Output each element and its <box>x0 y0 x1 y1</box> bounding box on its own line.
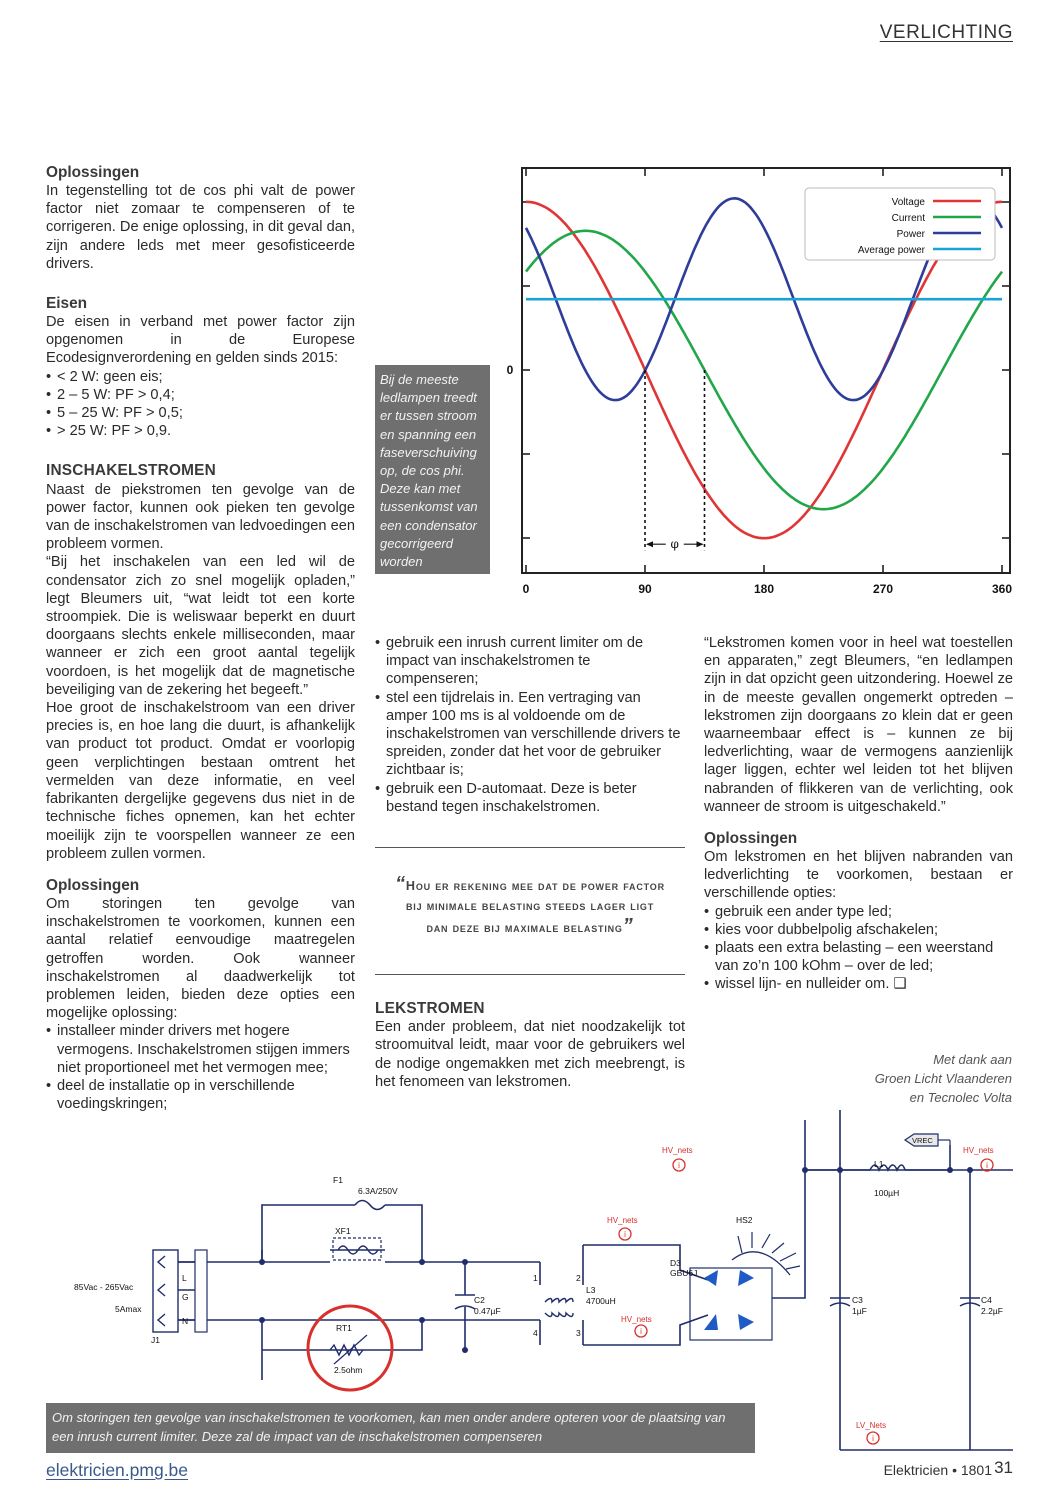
x-tick-label: 360 <box>991 582 1013 596</box>
legend-label: Current <box>891 213 925 224</box>
heading-oplossingen-3: Oplossingen <box>704 830 798 848</box>
label-f1: F1 <box>333 1175 343 1185</box>
svg-text:i: i <box>678 1161 680 1170</box>
paragraph: “Bij het inschakelen van een led wil de condensator zich zo snel mogelijk opladen,” legt Bleumers uit, “wat leidt tot een korte stroompiek. Die is weliswaar beperkt en duurt doorgaans slechts enkele milliseconden, maar wanneer er zich een groot aantal tegelijk voordoen, is het mogelijk dat de magnetische beveiliging van de zekering het begeeft.” <box>46 554 355 698</box>
x-tick-label: 270 <box>872 582 894 596</box>
page-number: 31 <box>994 1458 1013 1477</box>
label-hs2: HS2 <box>736 1215 753 1225</box>
footer-magazine: Elektricien • 1801 <box>883 1462 992 1478</box>
paragraph: In tegenstelling tot de cos phi valt de power factor niet zomaar te compenseren of te corrigeren. De enige oplossing, in dit geval dan, zijn andere leds met meer gesofisticeerde drivers. <box>46 183 355 272</box>
thanks-line: Met dank aan <box>933 1052 1012 1067</box>
inrush-solutions-list <box>375 634 685 816</box>
heading-lekstromen: LEKSTROMEN <box>375 1000 485 1017</box>
label-c4: C4 <box>981 1295 992 1305</box>
quote-close-mark: ” <box>622 915 634 937</box>
label-supply: 85Vac - 265Vac <box>74 1282 134 1292</box>
heading-oplossingen-2: Oplossingen <box>46 876 140 894</box>
label-c3-value: 1µF <box>852 1306 867 1316</box>
label-pin4: 4 <box>533 1328 538 1338</box>
list-item: • kies voor dubbelpolig afschakelen; <box>704 921 1013 939</box>
heading-oplossingen: Oplossingen <box>46 164 140 181</box>
label-d3-part: GBU6J <box>670 1268 698 1278</box>
label-xf1: XF1 <box>335 1226 351 1236</box>
label-c3: C3 <box>852 1295 863 1305</box>
label-hv-nets: HV_nets <box>607 1216 638 1225</box>
oplossingen-list <box>46 1022 355 1113</box>
list-item: • deel de installatie op in verschillende voedingskringen; <box>46 1077 355 1113</box>
list-item: • 5 – 25 W: PF > 0,5; <box>46 404 355 422</box>
label-vrec: VREC <box>912 1136 933 1145</box>
label-hv-nets: HV_nets <box>662 1146 693 1155</box>
paragraph: Om lekstromen en het blijven nabranden van ledverlichting te voorkomen, bestaan er verschillende opties: <box>704 849 1013 902</box>
pull-quote <box>375 847 685 975</box>
svg-text:i: i <box>872 1434 874 1443</box>
label-pin-n: N <box>182 1316 189 1326</box>
quote-text: Hou er rekening mee dat de power factor bij minimale belasting steeds lager ligt dan deze bij maximale belasting <box>405 879 665 935</box>
paragraph: Hoe groot de inschakelstroom van een driver precies is, en hoe lang die duurt, is afhankelijk van product tot product. Omdat er voorlopig geen verplichtingen bestaan omtrent het vermelden van deze informatie, en veel fabrikanten dergelijke gegevens dus niet in de technische fiches opnemen, kan het echter moeilijk zijn te voorspellen wanneer ze een probleem zullen vormen. <box>46 700 355 862</box>
label-l3-value: 4700uH <box>586 1296 616 1306</box>
label-lv-nets: LV_Nets <box>856 1421 887 1430</box>
list-item: • gebruik een ander type led; <box>704 903 1013 921</box>
column-2-bottom <box>375 1000 685 1091</box>
list-item: • plaats een extra belasting – een weerstand van zo’n 100 kOhm – over de led; <box>704 939 1013 975</box>
list-item: • < 2 W: geen eis; <box>46 368 355 386</box>
label-hv-nets: HV_nets <box>621 1315 652 1324</box>
quote-open-mark: “ <box>395 873 406 895</box>
label-l1-value: 100µH <box>874 1188 900 1198</box>
section-tag: VERLICHTING <box>879 22 1013 43</box>
column-2 <box>375 634 685 816</box>
paragraph: Een ander probleem, dat niet noodzakelijk tot stroomuitval leidt, maar voor de gebruikers wel de nodige ongemakken met zich meebrengt, is het fenomeen van lekstromen. <box>375 1019 685 1090</box>
heading-eisen: Eisen <box>46 295 88 313</box>
label-pin2: 2 <box>576 1273 581 1283</box>
label-rt1-value: 2.5ohm <box>334 1365 363 1375</box>
x-tick-label: 180 <box>753 582 775 596</box>
heading-inschakelstromen: INSCHAKELSTROMEN <box>46 462 216 480</box>
x-tick-label: 0 <box>522 582 530 596</box>
label-current: 5Amax <box>115 1304 142 1314</box>
label-pin-l: L <box>182 1273 187 1283</box>
schematic-caption: Om storingen ten gevolge van inschakelstromen te voorkomen, kan men onder andere opteren voor de plaatsing van een inrush current limiter. Deze zal de impact van de inschakelstromen compenseren <box>46 1403 755 1453</box>
thanks-line: Groen Licht Vlaanderen <box>874 1071 1012 1086</box>
column-3 <box>704 634 1013 994</box>
legend-label: Power <box>896 229 925 240</box>
paragraph: De eisen in verband met power factor zijn opgenomen in de Europese Ecodesignverordening en gelden sinds 2015: <box>46 314 355 367</box>
label-rt1: RT1 <box>336 1323 352 1333</box>
paragraph: Om storingen ten gevolge van inschakelstromen te voorkomen, kunnen een aantal relatief eenvoudige maatregelen getroffen worden. Ook wanneer inschakelstromen al daadwerkelijk tot problemen leiden, bieden deze opties een mogelijke oplossing: <box>46 895 355 1022</box>
label-pin-g: G <box>182 1292 189 1302</box>
list-item: • gebruik een D-automaat. Deze is beter bestand tegen inschakelstromen. <box>375 780 685 816</box>
column-1 <box>46 164 355 1113</box>
list-item: • stel een tijdrelais in. Een vertraging van amper 100 ms is al voldoende om de inschakelstromen van verschillende drivers te spreiden, zonder dat het voor de gebruiker zichtbaar is; <box>375 689 685 780</box>
chart-caption: Bij de meeste ledlampen treedt er tussen stroom en spanning een faseverschuiving op, de cos phi. Deze kan met tussenkomst van een condensator gecorrigeerd worden <box>375 365 490 574</box>
list-item: • installeer minder drivers met hogere vermogens. Inschakelstromen stijgen immers niet proportioneel met het vermogen mee; <box>46 1022 355 1077</box>
svg-text:i: i <box>640 1327 642 1336</box>
list-item: • wissel lijn- en nulleider om. ❑ <box>704 975 1013 993</box>
paragraph: Naast de piekstromen ten gevolge van de power factor, kunnen ook pieken ten gevolge van de inschakelstromen van ledvoedingen een probleem vormen. <box>46 481 355 553</box>
label-c4-value: 2.2µF <box>981 1306 1003 1316</box>
label-l1: L1 <box>874 1159 884 1169</box>
label-l3: L3 <box>586 1285 596 1295</box>
phase-shift-chart <box>500 160 1020 600</box>
label-c2-value: 0.47µF <box>474 1306 501 1316</box>
y-tick-label: 0 <box>506 363 514 377</box>
svg-text:i: i <box>986 1161 988 1170</box>
footer-url[interactable]: elektricien.pmg.be <box>46 1460 189 1480</box>
list-item: • gebruik een inrush current limiter om de impact van inschakelstromen te compenseren; <box>375 634 685 689</box>
label-d3: D3 <box>670 1258 681 1268</box>
paragraph: “Lekstromen komen voor in heel wat toestellen en apparaten,” zegt Bleumers, “en ledlampen zijn in dat opzicht geen uitzondering. Hoewel ze in de meeste gevallen ongemerkt optreden – lekstromen zijn doorgaans zo klein dat er geen waarneembaar effect is – kunnen ze bij ledverlichting, waar de vermogens aanzienlijk lager liggen, echter wel leiden tot het blijven nabranden of flikkeren van de verlichting, ook wanneer de stroom is uitgeschakeld.” <box>704 635 1013 815</box>
label-j1: J1 <box>151 1335 160 1345</box>
label-c2: C2 <box>474 1295 485 1305</box>
list-item: • > 25 W: PF > 0,9. <box>46 422 355 440</box>
phase-label: φ <box>670 537 679 552</box>
svg-text:i: i <box>624 1230 626 1239</box>
label-pin1: 1 <box>533 1273 538 1283</box>
legend-label: Voltage <box>891 197 925 208</box>
label-f1-rating: 6.3A/250V <box>358 1186 398 1196</box>
list-item: • 2 – 5 W: PF > 0,4; <box>46 386 355 404</box>
eisen-list <box>46 368 355 441</box>
x-tick-label: 90 <box>638 582 652 596</box>
thanks-line: en Tecnolec Volta <box>909 1090 1012 1105</box>
lekstromen-solutions-list <box>704 903 1013 994</box>
label-hv-nets: HV_nets <box>963 1146 994 1155</box>
label-pin3: 3 <box>576 1328 581 1338</box>
acknowledgements <box>772 1050 1012 1107</box>
legend-label: Average power <box>857 245 925 256</box>
